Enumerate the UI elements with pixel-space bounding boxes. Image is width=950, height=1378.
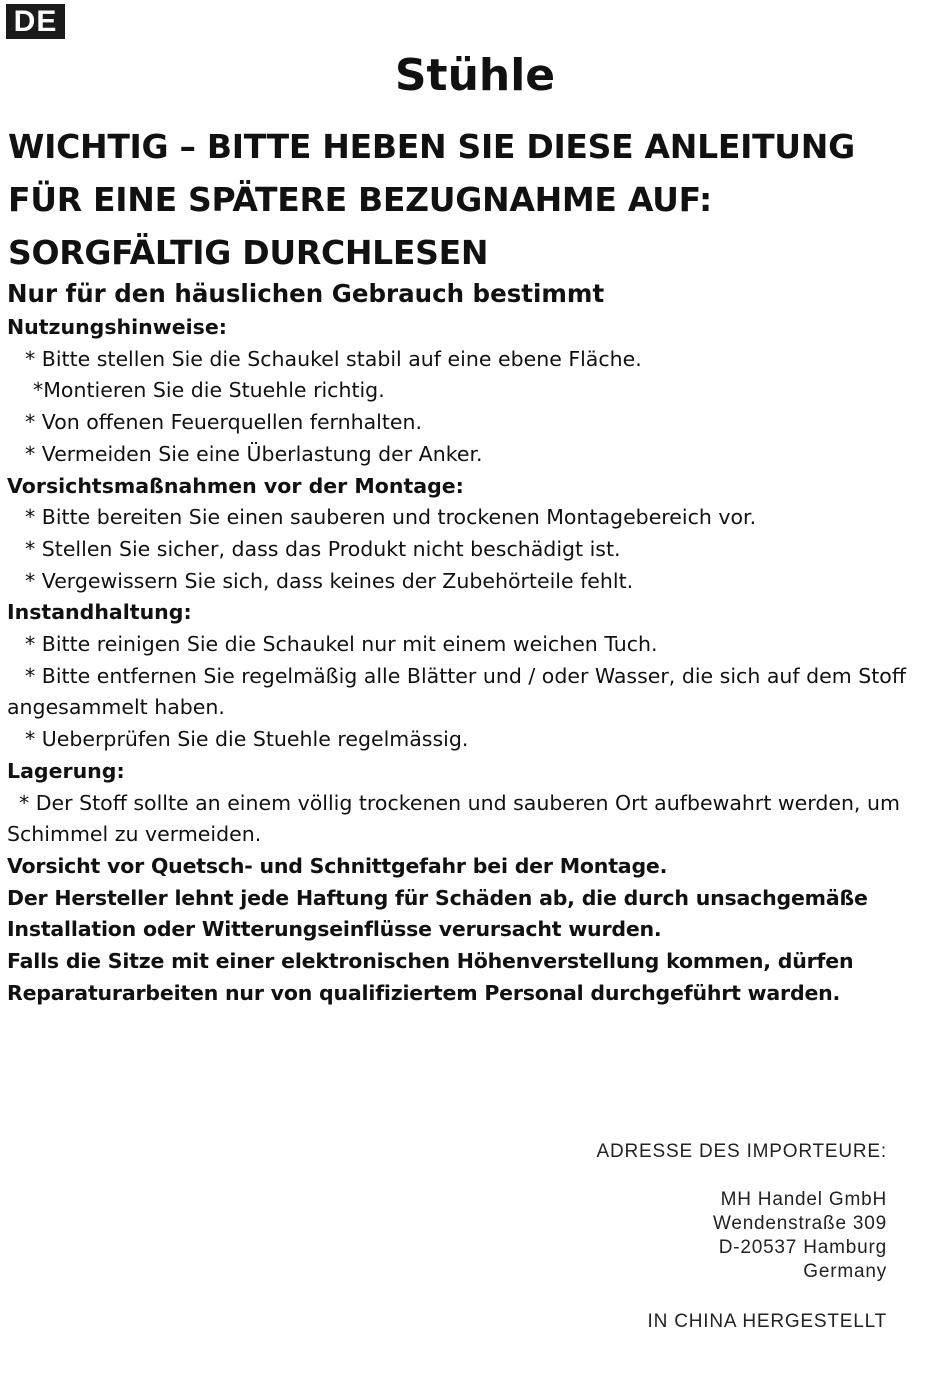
importer-address-block	[597, 1140, 887, 1334]
repair-note: Falls die Sitze mit einer elektronischen Höhenverstellung kommen, dürfen Reparaturarbeiten nur von qualifiziertem Personal durchgeführt warden.	[7, 949, 854, 1005]
precaution-item: * Stellen Sie sicher, dass das Produkt nicht beschädigt ist.	[25, 536, 621, 561]
usage-item: * Von offenen Feuerquellen fernhalten.	[25, 410, 423, 435]
importer-company: MH Handel GmbH	[720, 1189, 887, 1210]
maintenance-item: * Bitte reinigen Sie die Schaukel nur mit einem weichen Tuch.	[25, 632, 658, 657]
precautions-section	[7, 471, 947, 598]
storage-section	[7, 756, 947, 851]
maintenance-item: * Ueberprüfen Sie die Stuehle regelmässig.	[25, 727, 469, 752]
usage-item: * Vermeiden Sie eine Überlastung der Anker.	[25, 441, 483, 466]
section-title-usage: Nutzungshinweise:	[7, 315, 227, 339]
section-title-maintenance: Instandhaltung:	[7, 600, 192, 625]
importer-country: Germany	[803, 1261, 887, 1282]
importer-city: D-20537 Hamburg	[718, 1237, 887, 1258]
language-badge: DE	[6, 4, 65, 39]
important-warning: WICHTIG – BITTE HEBEN SIE DIESE ANLEITUNG FÜR EINE SPÄTERE BEZUGNAHME AUF: SORGFÄLTIG DURCHLESEN	[8, 127, 855, 272]
precaution-item: * Bitte bereiten Sie einen sauberen und trockenen Montagebereich vor.	[25, 505, 757, 530]
usage-item: * Bitte stellen Sie die Schaukel stabil auf eine ebene Fläche.	[25, 346, 642, 371]
maintenance-section	[7, 597, 947, 756]
pinch-hazard-note: Vorsicht vor Quetsch- und Schnittgefahr bei der Montage.	[7, 853, 668, 878]
precaution-item: * Vergewissern Sie sich, dass keines der Zubehörteile fehlt.	[25, 568, 634, 593]
liability-note: Der Hersteller lehnt jede Haftung für Schäden ab, die durch unsachgemäße Installation oder Witterungseinflüsse verursacht wurden.	[7, 885, 868, 942]
importer-heading: ADRESSE DES IMPORTEURE:	[596, 1141, 887, 1162]
section-title-precautions: Vorsichtsmaßnahmen vor der Montage:	[7, 473, 464, 498]
household-use-subheading: Nur für den häuslichen Gebrauch bestimmt	[7, 279, 605, 308]
usage-section	[7, 312, 947, 471]
maintenance-item: * Bitte entfernen Sie regelmäßig alle Blätter und / oder Wasser, die sich auf dem Stoff angesammelt haben.	[7, 663, 906, 720]
importer-street: Wendenstraße 309	[712, 1213, 887, 1234]
document-title: Stühle	[394, 50, 556, 101]
country-of-origin: IN CHINA HERGESTELLT	[647, 1311, 887, 1332]
section-title-storage: Lagerung:	[7, 758, 125, 783]
storage-item: * Der Stoff sollte an einem völlig trockenen und sauberen Ort aufbewahrt werden, um Schimmel zu vermeiden.	[7, 790, 900, 847]
usage-item: *Montieren Sie die Stuehle richtig.	[33, 378, 385, 403]
instructions-body	[7, 276, 947, 1009]
